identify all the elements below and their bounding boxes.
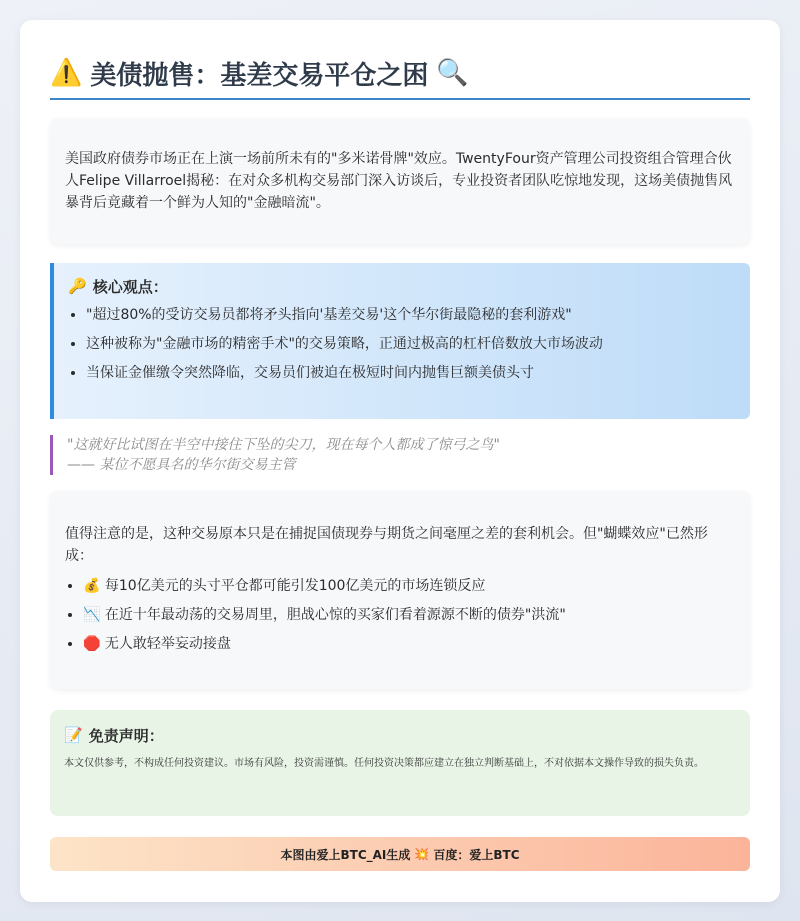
page-title bbox=[50, 48, 750, 100]
list-item: • 这种被称为"金融市场的精密手术"的交易策略，正通过极高的杠杆倍数放大市场波动 bbox=[86, 334, 736, 354]
analysis-text: 值得注意的是，这种交易原本只是在捕捉国债现券与期货之间毫厘之差的套利机会。但"蝴蝶效应"已然形成： bbox=[65, 526, 708, 564]
list-item bbox=[83, 575, 735, 597]
disclaimer-heading bbox=[64, 724, 736, 746]
money-bag-icon: 💰 bbox=[83, 578, 101, 594]
collision-icon: 💥 bbox=[414, 847, 430, 861]
page-title-text: 美债抛售：基差交易平仓之困 bbox=[90, 60, 429, 91]
list-item-text: 每10亿美元的头寸平仓都可能引发100亿美元的市场连锁反应 bbox=[104, 578, 486, 594]
quote-block bbox=[50, 435, 747, 475]
warning-icon: ⚠️ bbox=[50, 58, 83, 88]
key-points-heading bbox=[68, 275, 736, 297]
stop-sign-icon: 🛑 bbox=[83, 636, 101, 652]
memo-icon: 📝 bbox=[64, 726, 83, 744]
list-item: • 当保证金催缴令突然降临，交易员们被迫在极短时间内抛售巨额美债头寸 bbox=[86, 363, 736, 383]
footer-banner bbox=[50, 837, 750, 871]
list-item bbox=[83, 604, 735, 626]
analysis-section bbox=[50, 491, 750, 689]
key-points-title: 核心观点： bbox=[92, 277, 168, 296]
key-points-list bbox=[68, 305, 736, 383]
disclaimer-section bbox=[50, 710, 750, 816]
footer-source: 百度：爱上BTC bbox=[433, 847, 520, 862]
list-item bbox=[83, 633, 735, 655]
article-card bbox=[20, 20, 780, 902]
disclaimer-text: 本文仅供参考，不构成任何投资建议。市场有风险，投资需谨慎。任何投资决策都应建立在独立判断基础上，不对依据本文操作导致的损失负责。 bbox=[64, 758, 704, 769]
analysis-list bbox=[65, 575, 735, 655]
key-icon: 🔑 bbox=[68, 277, 87, 295]
quote-attribution: —— 某位不愿具名的华尔街交易主管 bbox=[67, 457, 296, 473]
list-item: • "超过80%的受访交易员都将矛头指向'基差交易'这个华尔街最隐秘的套利游戏" bbox=[86, 305, 736, 325]
chart-decreasing-icon: 📉 bbox=[83, 607, 101, 623]
magnifier-icon: 🔍 bbox=[436, 58, 469, 88]
list-item-text: 无人敢轻举妄动接盘 bbox=[104, 636, 231, 652]
intro-text: 美国政府债券市场正在上演一场前所未有的"多米诺骨牌"效应。TwentyFour资产管理公司投资组合管理合伙人Felipe Villarroel揭秘：在对众多机构交易部门深入访谈后，专业投资者团队吃惊地发现，这场美债抛售风暴背后竟藏着一个鲜为人知的"金融暗流"。 bbox=[65, 151, 733, 211]
quote-text: "这就好比试图在半空中接住下坠的尖刀，现在每个人都成了惊弓之鸟" bbox=[67, 437, 500, 453]
intro-section bbox=[50, 118, 750, 244]
disclaimer-title: 免责声明： bbox=[88, 726, 164, 745]
list-item-text: 在近十年最动荡的交易周里，胆战心惊的买家们看着源源不断的债券"洪流" bbox=[104, 607, 566, 623]
footer-credit: 本图由爱上BTC_AI生成 bbox=[280, 847, 411, 862]
key-points-section bbox=[50, 263, 750, 419]
